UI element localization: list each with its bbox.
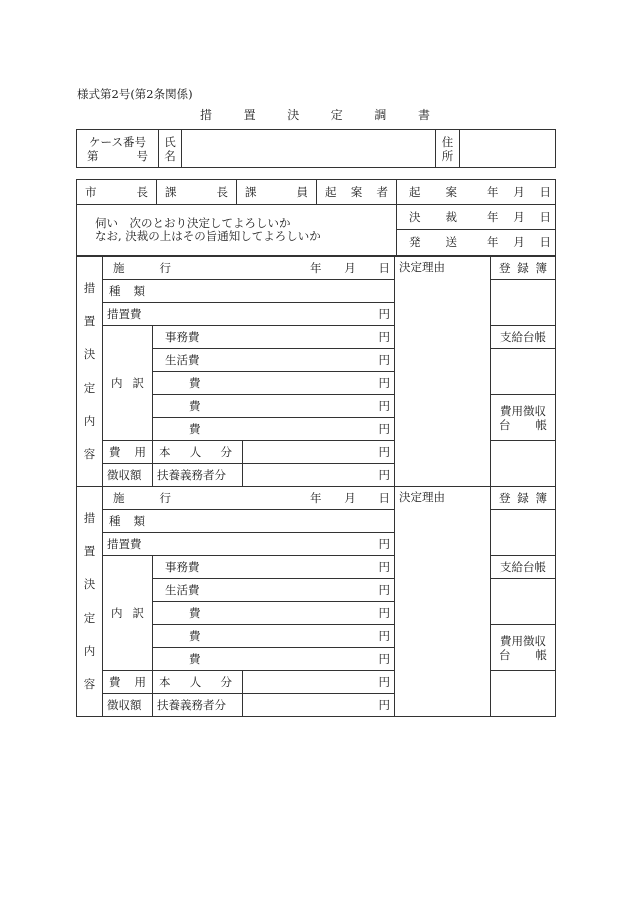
cost-ledger-label: 費用徴収 台 帳 bbox=[491, 625, 556, 671]
other-cost-row[interactable]: 費 円 bbox=[153, 395, 395, 418]
decision-reason[interactable]: 決定理由 bbox=[395, 487, 491, 717]
request-text: 伺い 次のとおり決定してよろしいか なお, 決裁の上はその旨通知してよろしいか bbox=[77, 205, 397, 256]
role-section-chief: 課 長 bbox=[157, 180, 237, 205]
registry-stamp[interactable] bbox=[491, 280, 556, 326]
measure-block-1 bbox=[76, 256, 556, 487]
other-cost-row[interactable]: 費 円 bbox=[153, 625, 395, 648]
breakdown-label: 内 訳 bbox=[103, 326, 153, 441]
other-cost-row[interactable]: 費 円 bbox=[153, 602, 395, 625]
payment-ledger-label: 支給台帳 bbox=[491, 326, 556, 349]
registry-stamp[interactable] bbox=[491, 510, 556, 556]
living-cost-row[interactable]: 生活費 円 bbox=[153, 349, 395, 372]
other-cost-row[interactable]: 費 円 bbox=[153, 418, 395, 441]
cost-ledger-stamp[interactable] bbox=[491, 671, 556, 717]
document-title: 措 置 決 定 調 書 bbox=[200, 108, 430, 122]
cost-label: 費 用 bbox=[103, 441, 153, 464]
role-drafter: 起 案 者 bbox=[317, 180, 397, 205]
address-label: 住 所 bbox=[436, 130, 460, 168]
guardian-share-label: 扶養義務者分 bbox=[153, 464, 243, 487]
cost-label: 費 用 bbox=[103, 671, 153, 694]
case-number-label: ケース番号 第 号 bbox=[77, 130, 159, 168]
address-field[interactable] bbox=[460, 130, 556, 168]
payment-ledger-stamp[interactable] bbox=[491, 579, 556, 625]
draft-date[interactable]: 起 案 年 月 日 bbox=[397, 180, 556, 205]
measure-cost-row[interactable]: 措置費 円 bbox=[103, 533, 395, 556]
measure-block-2 bbox=[76, 486, 556, 717]
measure-side-label: 措 置 決 定 内 容 bbox=[77, 257, 103, 487]
send-date[interactable]: 発 送 年 月 日 bbox=[397, 230, 556, 256]
self-share-label: 本 人 分 bbox=[153, 671, 243, 694]
measure-side-label: 措 置 決 定 内 容 bbox=[77, 487, 103, 717]
collection-label: 徴収額 bbox=[103, 464, 153, 487]
payment-ledger-label: 支給台帳 bbox=[491, 556, 556, 579]
enforcement-date-row[interactable]: 施 行 年 月 日 bbox=[103, 487, 395, 510]
guardian-share-label: 扶養義務者分 bbox=[153, 694, 243, 717]
guardian-share-amount[interactable]: 円 bbox=[243, 694, 395, 717]
payment-ledger-stamp[interactable] bbox=[491, 349, 556, 395]
type-row[interactable]: 種 類 bbox=[103, 510, 395, 533]
self-share-amount[interactable]: 円 bbox=[243, 441, 395, 464]
name-label: 氏 名 bbox=[159, 130, 182, 168]
office-cost-row[interactable]: 事務費 円 bbox=[153, 326, 395, 349]
registry-label: 登 録 簿 bbox=[491, 487, 556, 510]
self-share-label: 本 人 分 bbox=[153, 441, 243, 464]
cost-ledger-stamp[interactable] bbox=[491, 441, 556, 487]
form-number: 様式第2号(第2条関係) bbox=[77, 87, 193, 101]
type-row[interactable]: 種 類 bbox=[103, 280, 395, 303]
enforcement-date-row[interactable]: 施 行 年 月 日 bbox=[103, 257, 395, 280]
breakdown-label: 内 訳 bbox=[103, 556, 153, 671]
cost-ledger-label: 費用徴収 台 帳 bbox=[491, 395, 556, 441]
other-cost-row[interactable]: 費 円 bbox=[153, 648, 395, 671]
living-cost-row[interactable]: 生活費 円 bbox=[153, 579, 395, 602]
name-field[interactable] bbox=[182, 130, 436, 168]
approval-table bbox=[76, 179, 556, 256]
role-staff: 課 員 bbox=[237, 180, 317, 205]
case-table bbox=[76, 129, 556, 168]
collection-label: 徴収額 bbox=[103, 694, 153, 717]
guardian-share-amount[interactable]: 円 bbox=[243, 464, 395, 487]
other-cost-row[interactable]: 費 円 bbox=[153, 372, 395, 395]
approval-date[interactable]: 決 裁 年 月 日 bbox=[397, 205, 556, 230]
decision-reason[interactable]: 決定理由 bbox=[395, 257, 491, 487]
registry-label: 登 録 簿 bbox=[491, 257, 556, 280]
measure-cost-row[interactable]: 措置費 円 bbox=[103, 303, 395, 326]
self-share-amount[interactable]: 円 bbox=[243, 671, 395, 694]
role-mayor: 市 長 bbox=[77, 180, 157, 205]
office-cost-row[interactable]: 事務費 円 bbox=[153, 556, 395, 579]
